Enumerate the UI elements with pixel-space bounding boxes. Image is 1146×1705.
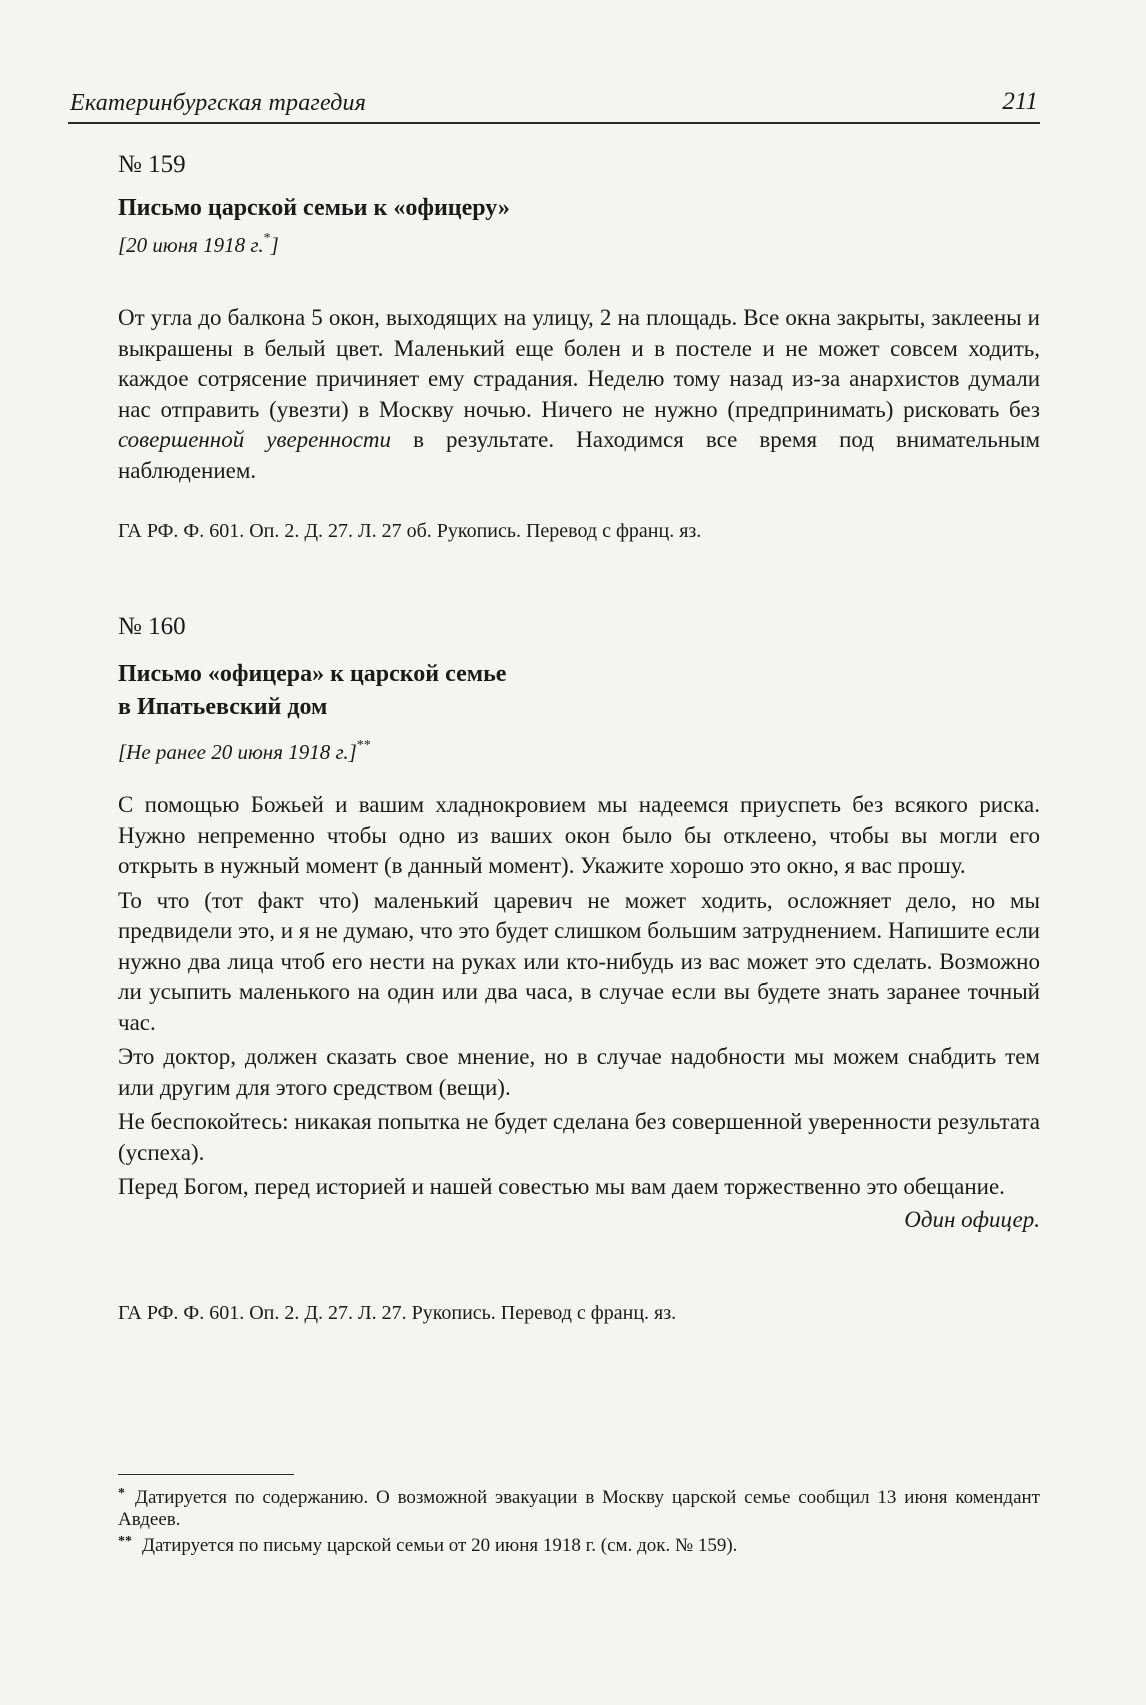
signature: Один офицер. (904, 1206, 1040, 1232)
document-title-line-1: Письмо «офицера» к царской семье (118, 661, 507, 687)
document-160-body (118, 790, 1040, 1235)
paragraph-text: в результате. Находимся все время под внимательным наблюдением. (118, 427, 1041, 483)
footnote-text: Датируется по содержанию. О возможной эвакуации в Москву царской семье сообщил 13 июня комендант Авдеев. (118, 1487, 1040, 1530)
footnote-divider (118, 1474, 294, 1475)
footnote-1 (118, 1483, 1040, 1531)
document-number: № 159 (118, 151, 186, 178)
footnote-text: Датируется по письму царской семьи от 20 июня 1918 г. (см. док. № 159). (142, 1535, 738, 1556)
document-title-line-2: в Ипатьевский дом (118, 694, 328, 720)
date-text: [20 июня 1918 г. (118, 233, 264, 257)
date-bracket: ] (270, 233, 279, 257)
document-160 (118, 612, 1040, 766)
footnote-ref[interactable]: ** (356, 738, 371, 753)
body-paragraph: Перед Богом, перед историей и нашей совестью мы вам даем торжественно это обещание. (118, 1174, 1005, 1199)
footnote-ref[interactable]: * (263, 231, 271, 246)
page-number: 211 (1002, 88, 1038, 115)
body-paragraph: Это доктор, должен сказать свое мнение, но в случае надобности мы можем снабдить тем или другим для этого средством (вещи). (118, 1044, 1040, 1100)
archival-source: ГА РФ. Ф. 601. Оп. 2. Д. 27. Л. 27 об. Рукопись. Перевод с франц. яз. (118, 520, 702, 542)
paragraph-text: От угла до балкона 5 окон, выходящих на улицу, 2 на площадь. Все окна закрыты, заклеены и выкрашены в белый цвет. Маленький еще болен и в постеле и не может совсем ходить, каждое сотрясение причиняет ему страдания. Неделю тому назад из-за анархистов думали нас отправить (увезти) в Москву ночью. Ничего не нужно (предпринимать) рисковать без (118, 305, 1040, 422)
document-date (118, 231, 1040, 259)
document-159 (118, 150, 1040, 259)
footnote-mark: * (118, 1486, 125, 1501)
footnote-mark: ** (118, 1534, 132, 1549)
document-number: № 160 (118, 613, 186, 640)
document-159-body (118, 303, 1040, 486)
date-text: [Не ранее 20 июня 1918 г.] (118, 740, 357, 764)
body-paragraph (118, 303, 1040, 486)
running-head-title: Екатеринбургская трагедия (70, 90, 367, 116)
document-date (118, 738, 1040, 766)
body-paragraph: С помощью Божьей и вашим хладнокровием мы надеемся приуспеть без всякого риска. Нужно непременно чтобы одно из ваших окон было бы отклеено, чтобы вы могли его открыть в нужный момент (в данный момент). Укажите хорошо это окно, я вас прошу. (118, 792, 1040, 878)
emphasis-text: совершенной уверенности (118, 427, 392, 452)
footnote-2 (118, 1531, 1040, 1557)
body-paragraph: Не беспокойтесь: никакая попытка не будет сделана без совершенной уверенности результата (успеха). (118, 1109, 1040, 1165)
document-title: Письмо царской семьи к «офицеру» (118, 195, 510, 221)
archival-source: ГА РФ. Ф. 601. Оп. 2. Д. 27. Л. 27. Рукопись. Перевод с франц. яз. (118, 1302, 677, 1324)
running-head (68, 88, 1040, 124)
body-paragraph: То что (тот факт что) маленький царевич не может ходить, осложняет дело, но мы предвидели это, и я не думаю, что это будет слишком большим затруднением. Напишите если нужно два лица чтоб его нести на руках или кто-нибудь из вас может это сделать. Возможно ли усыпить маленького на один или два часа, в случае если вы будете знать заранее точный час. (118, 887, 1040, 1035)
